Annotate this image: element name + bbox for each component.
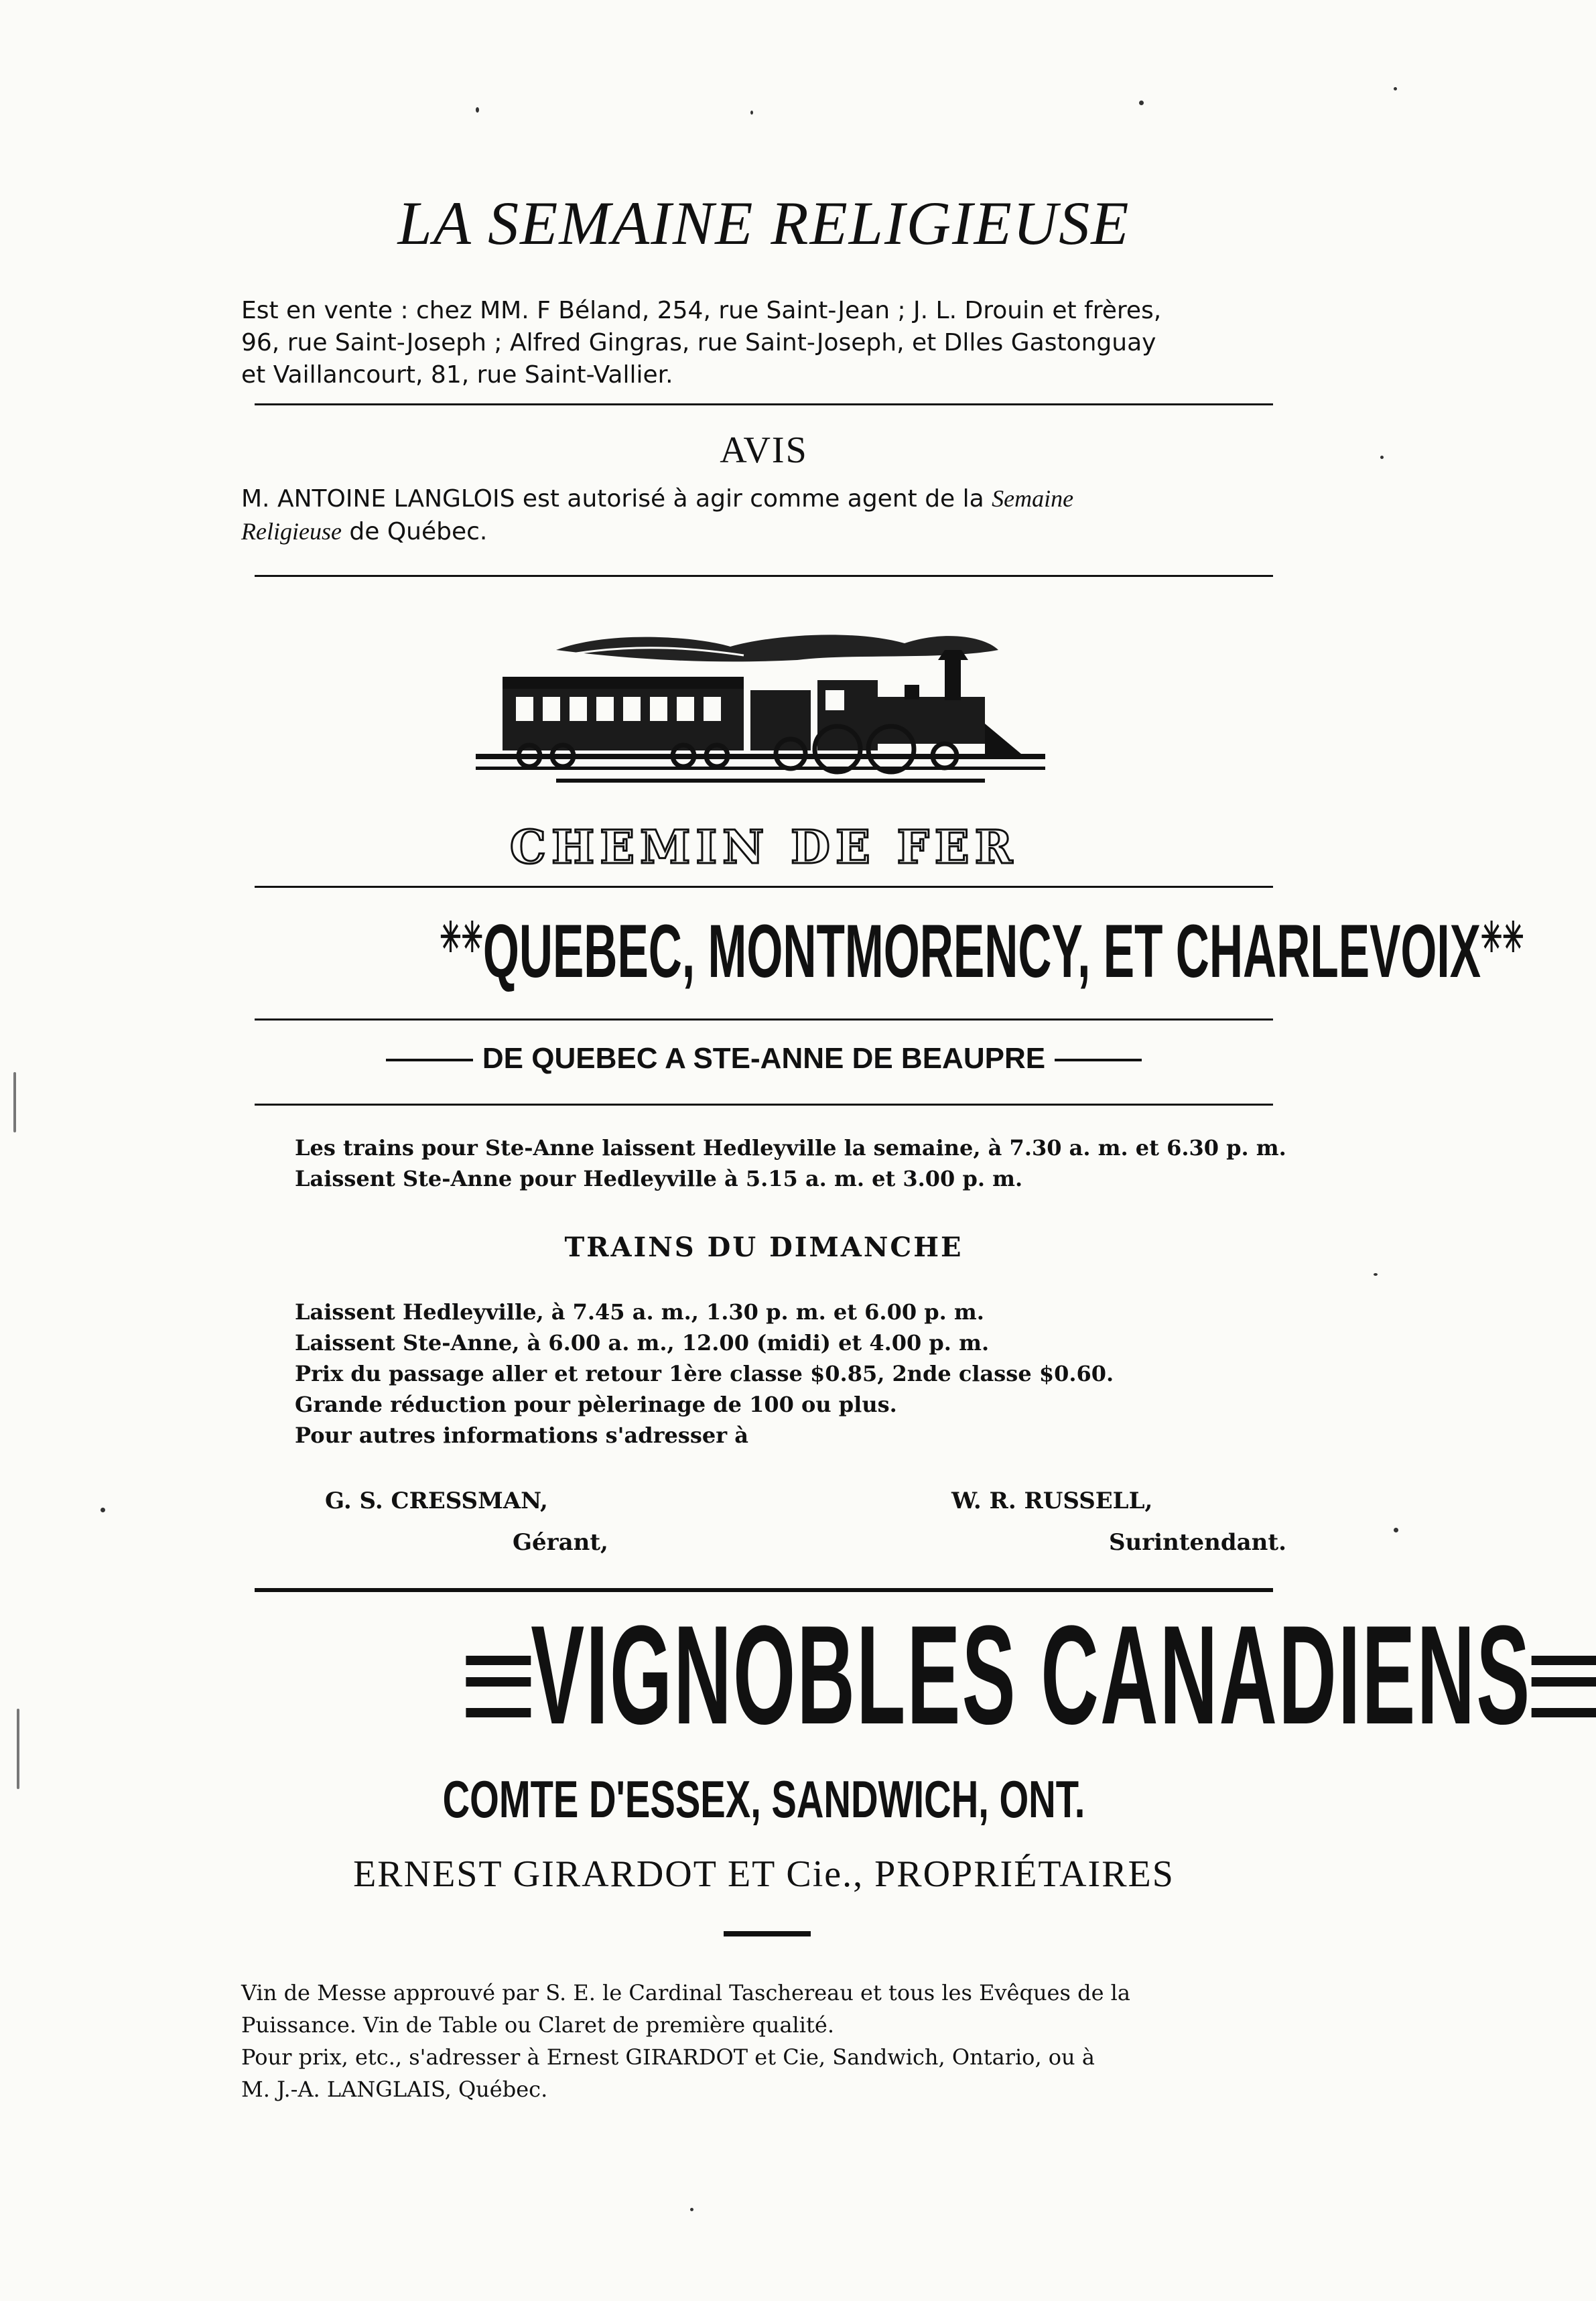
avis-line-2: de Québec. xyxy=(341,518,488,545)
avis-line-2-italic: Religieuse xyxy=(241,518,342,545)
sunday-heading: TRAINS DU DIMANCHE xyxy=(564,1232,963,1263)
signatory-right-name: W. R. RUSSELL, xyxy=(951,1488,1153,1514)
schedule-line: Prix du passage aller et retour 1ère classe $0.85, 2nde classe $0.60. xyxy=(295,1361,1114,1386)
schedule-line: Laissent Ste-Anne pour Hedleyville à 5.15 a. m. et 3.00 p. m. xyxy=(295,1166,1023,1191)
vineyards-owners: ERNEST GIRARDOT ET Cie., PROPRIÉTAIRES xyxy=(353,1853,1175,1895)
print-speck xyxy=(690,2208,693,2211)
vineyards-location: COMTE D'ESSEX, SANDWICH, ONT. xyxy=(442,1770,1085,1829)
sale-line-3: et Vaillancourt, 81, rue Saint-Vallier. xyxy=(241,361,673,389)
print-speck xyxy=(476,107,479,113)
avis-notice xyxy=(241,482,1286,548)
edge-mark xyxy=(13,1072,16,1132)
schedule-line: Laissent Hedleyville, à 7.45 a. m., 1.30 p. m. et 6.00 p. m. xyxy=(295,1299,984,1325)
triple-bar-left-icon xyxy=(466,1656,531,1717)
body-line: Puissance. Vin de Table ou Claret de première qualité. xyxy=(241,2012,834,2038)
sale-line-2: 96, rue Saint-Joseph ; Alfred Gingras, rue Saint-Joseph, et Dlles Gastonguay xyxy=(241,329,1156,356)
print-speck xyxy=(101,1508,105,1512)
weekday-schedule xyxy=(295,1132,1286,1194)
divider xyxy=(255,403,1273,405)
sunday-schedule xyxy=(295,1297,1286,1451)
avis-line-1: M. ANTOINE LANGLOIS est autorisé à agir comme agent de la xyxy=(241,485,992,513)
body-line: Vin de Messe approuvé par S. E. le Cardinal Taschereau et tous les Evêques de la xyxy=(241,1980,1130,2006)
print-speck xyxy=(1394,87,1397,90)
sale-line-1: Est en vente : chez MM. F Béland, 254, rue Saint-Jean ; J. L. Drouin et frères, xyxy=(241,297,1162,324)
schedule-line: Laissent Ste-Anne, à 6.00 a. m., 12.00 (midi) et 4.00 p. m. xyxy=(295,1330,990,1356)
avis-line-1-italic: Semaine xyxy=(992,485,1074,512)
short-divider xyxy=(724,1931,811,1936)
avis-heading: AVIS xyxy=(720,430,808,471)
divider xyxy=(255,1588,1273,1592)
print-speck xyxy=(1394,1528,1398,1532)
dash-left xyxy=(386,1059,473,1061)
railway-company-name xyxy=(440,908,1524,994)
edge-mark xyxy=(17,1709,19,1789)
publication-title: LA SEMAINE RELIGIEUSE xyxy=(397,189,1130,257)
body-line: Pour prix, etc., s'adresser à Ernest GIRARDOT et Cie, Sandwich, Ontario, ou à xyxy=(241,2044,1095,2070)
body-line: M. J.-A. LANGLAIS, Québec. xyxy=(241,2077,548,2102)
asterism-left-icon: ✳✳ xyxy=(440,915,483,961)
divider xyxy=(255,575,1273,577)
sale-locations xyxy=(241,295,1286,391)
signatory-right-title: Surintendant. xyxy=(1109,1529,1286,1556)
signatory-left-name: G. S. CRESSMAN, xyxy=(325,1488,548,1514)
locomotive-engraving xyxy=(476,623,1045,811)
route-line xyxy=(241,1042,1286,1075)
schedule-line: Les trains pour Ste-Anne laissent Hedleyville la semaine, à 7.30 a. m. et 6.30 p. m. xyxy=(295,1135,1286,1161)
divider xyxy=(255,1104,1273,1106)
divider xyxy=(255,1018,1273,1021)
signatory-left-title: Gérant, xyxy=(513,1529,608,1556)
vineyards-heading-text: VIGNOBLES CANADIENS xyxy=(531,1596,1532,1754)
railway-heading: CHEMIN DE FER xyxy=(509,821,1018,874)
print-speck xyxy=(1374,1273,1378,1276)
print-speck xyxy=(750,111,753,115)
triple-bar-right-icon xyxy=(1531,1656,1596,1717)
route-text: DE QUEBEC A STE-ANNE DE BEAUPRE xyxy=(482,1042,1046,1075)
print-speck xyxy=(1139,101,1144,105)
dash-right xyxy=(1055,1059,1142,1061)
company-name-text: QUEBEC, MONTMORENCY, ET CHARLEVOIX xyxy=(482,909,1481,993)
vineyards-body xyxy=(241,1977,1286,2105)
schedule-line: Grande réduction pour pèlerinage de 100 ou plus. xyxy=(295,1392,897,1417)
schedule-line: Pour autres informations s'adresser à xyxy=(295,1423,748,1448)
print-speck xyxy=(1380,456,1384,459)
asterism-right-icon: ✳✳ xyxy=(1481,915,1524,961)
divider xyxy=(255,886,1273,888)
vineyards-heading xyxy=(466,1596,1532,1754)
